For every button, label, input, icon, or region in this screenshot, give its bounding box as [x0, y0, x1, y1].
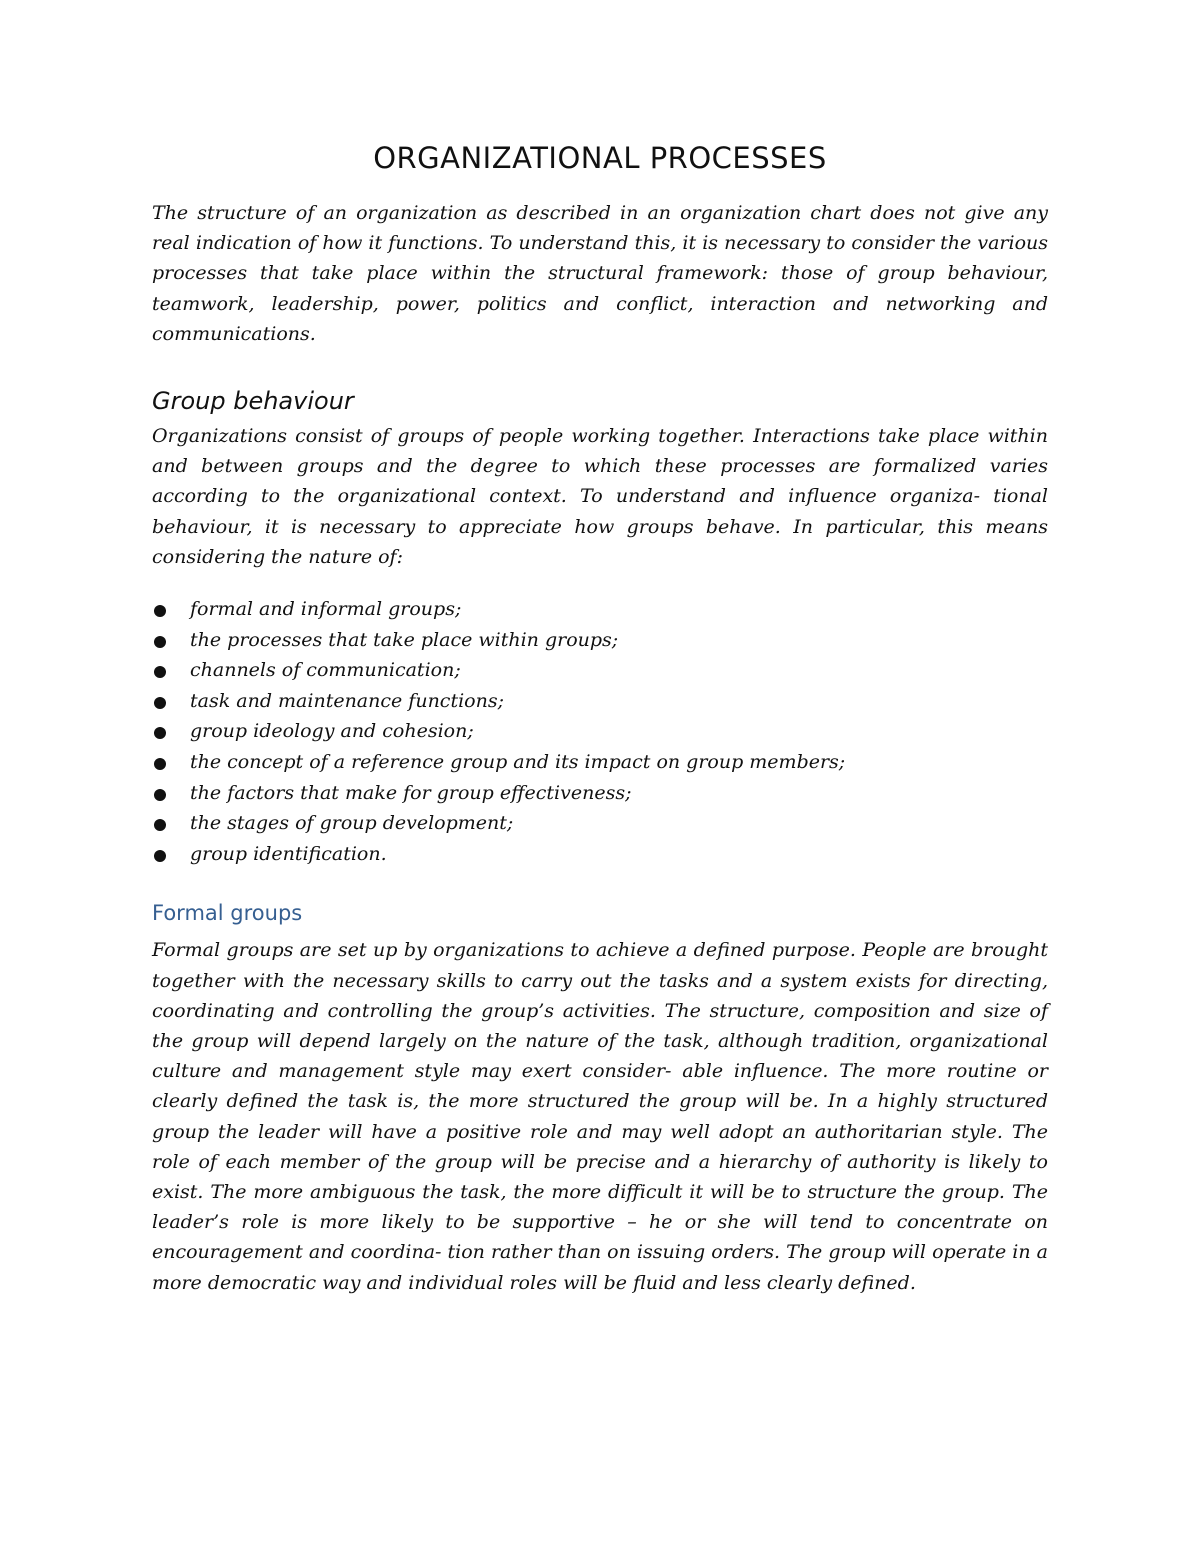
list-item — [152, 716, 1048, 747]
list-item — [152, 778, 1048, 809]
section-heading-formal-groups: Formal groups — [152, 901, 303, 926]
bullet-icon — [154, 727, 166, 739]
list-item-text: group ideology and cohesion; — [190, 720, 474, 743]
list-item — [152, 655, 1048, 686]
formal-groups-paragraph: Formal groups are set up by organizations to achieve a defined purpose. People are brought together with the necessary skills to carry out the tasks and a system exists for directing, coordinating and controlling the group’s activities. The structure, composition and size of the group will depend largely on the nature of the task, although tradition, organizational culture and management style may exert consider- able influence. The more routine or clearly defined the task is, the more structured the group will be. In a highly structured group the leader will have a positive role and may well adopt an authoritarian style. The role of each member of the group will be precise and a hierarchy of authority is likely to exist. The more ambiguous the task, the more difficult it will be to structure the group. The leader’s role is more likely to be supportive – he or she will tend to concentrate on encouragement and coordina- tion rather than on issuing orders. The group will operate in a more democratic way and individual roles will be fluid and less clearly defined. — [152, 939, 1048, 1294]
bullet-icon — [154, 697, 166, 709]
list-item — [152, 839, 1048, 870]
group-behaviour-paragraph: Organizations consist of groups of people working together. Interactions take place within and between groups and the degree to which these processes are formalized varies according to the organizational context. To understand and influence organiza- tional behaviour, it is necessary to appreciate how groups behave. In particular, this means considering the nature of: — [152, 425, 1048, 568]
bullet-icon — [154, 636, 166, 648]
page-title: ORGANIZATIONAL PROCESSES — [373, 141, 827, 175]
list-item — [152, 625, 1048, 656]
list-item — [152, 747, 1048, 778]
bullet-icon — [154, 605, 166, 617]
document-page — [152, 138, 1048, 1298]
bullet-icon — [154, 758, 166, 770]
list-item — [152, 808, 1048, 839]
group-behaviour-bullet-list — [152, 594, 1048, 869]
bullet-icon — [154, 819, 166, 831]
list-item-text: group identification. — [190, 842, 387, 865]
list-item — [152, 594, 1048, 625]
list-item — [152, 686, 1048, 717]
intro-paragraph: The structure of an organization as described in an organization chart does not give any real indication of how it functions. To understand this, it is necessary to consider the various processes that take place within the structural framework: those of group behaviour, teamwork, leadership, power, politics and conflict, interaction and networking and communications. — [152, 202, 1048, 345]
list-item-text: the processes that take place within groups; — [190, 628, 619, 651]
list-item-text: the concept of a reference group and its impact on group members; — [190, 751, 846, 773]
list-item-text: the factors that make for group effectiveness; — [190, 781, 632, 804]
list-item-text: channels of communication; — [190, 659, 461, 682]
bullet-icon — [154, 666, 166, 678]
list-item-text: the stages of group development; — [190, 812, 514, 835]
list-item-text: formal and informal groups; — [190, 598, 462, 621]
bullet-icon — [154, 850, 166, 862]
section-heading-group-behaviour: Group behaviour — [152, 387, 354, 416]
bullet-icon — [154, 789, 166, 801]
list-item-text: task and maintenance functions; — [190, 689, 504, 712]
